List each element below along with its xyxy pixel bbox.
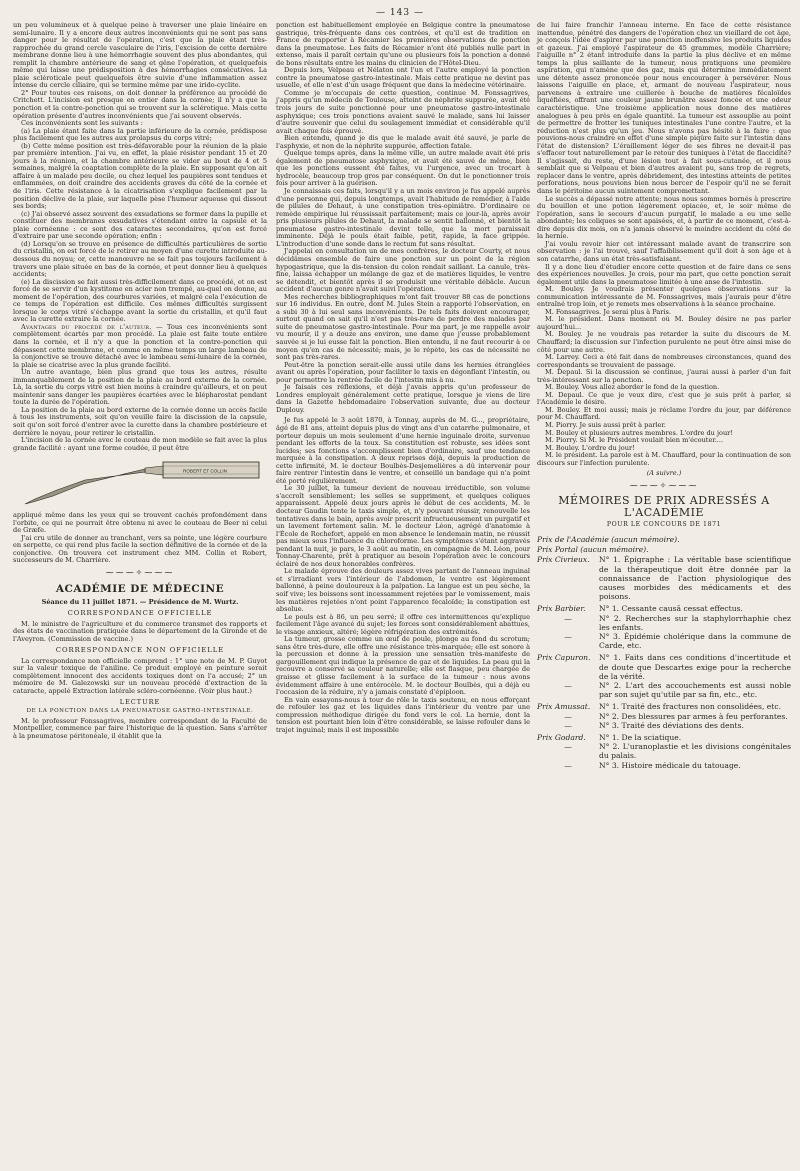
paragraph: Je connaissais ces faits, lorsqu'il y a un mois environ je fus appelé auprès d'une personne qui, depuis longtemps, avait l'habitude de remédier, à l'aide de pilules de Dehaut, à une constipation très-opiniâtre. D'ordinaire ce remède empirique lui réussissait parfaitement; mais ce jour-là, après avoir pris plusieurs pilules de Dehaut, la malade se sentit ballonné, et bientôt la pneumatose gastro-intestinale devint telle, que la mort paraissait imminente. Déjà le pouls était faible, petit, rapide, la face grippée. L'introduction d'une sonde dans le rectum fut sans résultat. bbox=[276, 187, 530, 248]
paragraph: La tumeur, grosse comme un œuf de poule, plonge au fond du scrotum; sans être très-dure, elle offre une résistance très-marquée; elle est sonore à la percussion et donne à la pression une sensation très-manifeste de gargouillement qui indique la présence de gaz et de liquides. La peau qui la recouvre a conservé sa couleur naturelle; elle est flasque, peu chargée de graisse et glisse facilement à la surface de la tumeur : nous avons évidemment affaire à une entérocèle. M. le docteur Boulbès, qui a déjà eu l'occasion de la réduire, n'y a jamais constaté d'épiploon. bbox=[276, 635, 530, 697]
prize-capuron-2: — N° 2. L'art des accouchements est aussi noble par son sujet qu'utile par sa fin, etc., etc. bbox=[564, 680, 791, 700]
dialog-line: M. Bouley. Vous allez aborder le fond de la question. bbox=[545, 383, 720, 392]
prize-entry: N° 1. Traité des fractures non consolidées, etc. bbox=[599, 702, 781, 712]
paragraph: Un autre avantage, bien plus grand que tous les autres, résulte immanquablement de la position de la plaie au bord externe de la cornée. Là, la sortie du corps vitré est bien moins à craindre qu'ailleurs, et on peut maintenir sans danger les paupières écartées avec le blépharostat pendant toute la durée de l'opération. bbox=[13, 368, 267, 407]
paragraph: Peut-être la ponction serait-elle aussi utile dans les hernies étranglées avant ou après l'opération, pour faciliter le taxis en dégonflant l'intestin, ou pour permettre la rentrée facile de l'intestin mis à nu. bbox=[276, 360, 530, 384]
prize-entry: N° 3. Histoire médicale du tatouage. bbox=[599, 760, 741, 770]
prize-entry: N° 1. Faits dans ces conditions d'incertitude et de doute que Descartes exige pour la recherche de la vérité. bbox=[599, 653, 791, 681]
prize-portal: Prix Portal (aucun mémoire). bbox=[537, 545, 649, 555]
knife-illustration bbox=[13, 456, 267, 508]
paragraph: Bien entendu, quand je dis que le malade avait été sauvé, je parle de l'asphyxie, et non de la néphrite suppurée, affection fatale. bbox=[276, 134, 530, 150]
memoirs-subtitle: POUR LE CONCOURS DE 1871 bbox=[606, 521, 722, 529]
prize-entry: N° 1. Épigraphe : La véritable base scientifique de la thérapeutique doit être donnée par la connaissance de l'action physiologique des causes morbides des médicaments et des poisons. bbox=[599, 555, 791, 602]
dialog-line: M. Piorry. Je suis aussi prêt à parler. bbox=[545, 420, 666, 429]
prize-barbier-3: — N° 3. Épidémie cholérique dans la commune de Carde, etc. bbox=[564, 631, 791, 651]
paragraph: Quelque temps après, dans la même ville, un autre malade avait été pris également de pneumatose asphyxique, et avait été sauvé de même, bien que les ponctions eussent été faites, vu l'urgence, avec un trocart à hydrocèle, beaucoup trop gros par conséquent. On dut le ponctionner trois fois pour arriver à la guérison. bbox=[276, 149, 530, 188]
paragraph: 2° Pour toutes ces raisons, on doit donner la préférence au procédé de Critchett. L'incision est presque en entier dans la cornée; il n'y a que la ponction et la contre-ponction qui se trouvent sur la sclérotique. Mais cette opération présente d'autres inconvénients que j'ai souvent observés. bbox=[13, 88, 267, 120]
page-number: — 143 — bbox=[376, 8, 424, 18]
paragraph-text: — Tous ces inconvénients sont complètement écartés par mon procédé. La plaie est faite toute entière dans la cornée, et il n'y a que la ponction et la contre-ponction qui dépassent cette membrane, et comme en même temps un large lambeau de la conjonctive se trouve détaché avec le lambeau semi-lunaire de la cornée, la plaie se cicatrise avec la plus grande facilité. bbox=[13, 322, 267, 369]
paragraph: Je fus appelé le 3 août 1870, à Tonnay, auprès de M. G..., propriétaire, âgé de 81 ans, atteint depuis plus de vingt ans d'un catarrhe pulmonaire, et porteur depuis un mois seulement d'une hernie inguinale droite, survenue pendant les efforts de la toux. Sa constitution est robuste, ses idées sont lucides; ses fonctions s'accomplissent bien d'ordinaire, sauf une tendance marquée à la constipation. A deux reprises déjà, depuis la production de cette infirmité, M. le docteur Boulbès-Desjemelières a dû intervenir pour faire rentrer l'intestin dans le ventre, et conseillé un bandage qui n'a point été porté régulièrement. bbox=[276, 416, 530, 485]
paragraph: un peu volumineux et à quelque peine à traverser une plaie linéaire en semi-lunaire. Il y a encore deux autres inconvénients qui ne sont pas sans danger pour le résultat de l'opération, c'est que la plaie étant très-rapprochée du grand cercle vasculaire de l'iris, l'excision de cette dernière membrane donne lieu à une hémorrhagie souvent des plus abondantes, qui remplit la chambre antérieure de sang et gêne l'opération, et quelquefois même qui laisse une prédisposition à des hémorrhagies consécutives. La plaie scléroticale peut quelquefois être suivie d'une inflammation assez intense du cercle ciliaire, qui se termine même par une irido-cyclite. bbox=[13, 21, 267, 90]
prize-amussat-2: — N° 2. Des blessures par armes à feu perforantes. bbox=[537, 712, 791, 721]
column-right bbox=[537, 22, 791, 770]
prize-barbier-2: — N° 2. Recherches sur la staphylorrhaphie chez les enfants. bbox=[564, 613, 791, 632]
ornament-divider: ⁓⁓⁓✧⁓⁓⁓ bbox=[105, 568, 175, 577]
dialog-line: M. Bouley. Et moi aussi; mais je réclame l'ordre du jour, par déférence pour M. Chauffard. bbox=[537, 405, 791, 422]
prize-entry: N° 1. Cessante causâ cessat effectus. bbox=[599, 604, 743, 614]
paragraph: appliqué même dans les yeux qui se trouvent cachés profondément dans l'orbite, ce qui ne pourrait être obtenu ni avec le couteau de Beer ni celui de Græfe. bbox=[13, 511, 267, 535]
prize-entry: N° 3. Traité des déviations des dents. bbox=[599, 720, 744, 730]
dialog-line: M. Bouley. L'ordre du jour! bbox=[545, 443, 635, 452]
paragraph: La position de la plaie au bord externe de la cornée donne un accès facile à tous les instruments, soit qu'on veuille faire la discission de la capsule, soit qu'on soit forcé d'entrer avec la curette dans la chambre postérieure et derrière le noyau, pour retirer le cristallin. bbox=[13, 405, 267, 437]
prize-academie: Prix de l'Académie (aucun mémoire). bbox=[537, 534, 680, 544]
paragraph: Comme je m'occupais de cette question, continue M. Fonssagrives, j'appris qu'un médecin de Toulouse, atteint de néphrite suppurée, avait été trois jours de suite ponctionné pour une pneumatose gastro-intestinale asphyxique; ces trois ponctions avaient sauvé le malade, sans lui laisser d'autre souvenir que celui du soulagement immédiat et considérable qu'il avait chaque fois éprouvé. bbox=[276, 88, 530, 135]
paragraph: Ces inconvénients sont les suivants : bbox=[21, 119, 143, 128]
paragraph: (d) Lorsqu'on se trouve en présence de difficultés particulières de sortie du cristallin, on est forcé de le retirer au moyen d'une curette introduite au-dessous du noyau; or, cette manœuvre ne se fait pas toujours facilement à travers une plaie située en bas de la cornée, et peut donner lieu à quelques accidents; bbox=[13, 239, 267, 279]
dialog-line: M. Piorry. Si M. le Président voulait bien m'écouter.... bbox=[545, 436, 724, 445]
section-title-academy: ACADÉMIE DE MÉDECINE bbox=[55, 582, 225, 595]
prize-amussat bbox=[537, 702, 791, 711]
knife-maker-label: ROBERT ET COLLIN bbox=[183, 468, 227, 474]
lecture-subtitle: DE LA PONCTION DANS LA PNEUMATOSE GASTRO-INTESTINALE. bbox=[26, 708, 254, 715]
dialog-line: M. Depaul. Si la discussion se continue, j'aurai aussi à parler d'un fait très-intéressant sur la ponction. bbox=[537, 368, 791, 384]
paragraph: de lui faire franchir l'anneau interne. En face de cette résistance inattendue, pénétré des dangers de l'opération chez un vieillard de cet âge, je conçois l'idée d'aspirer par une ponction inoffensive les produits liquides et gazeux. J'ai employé l'aspirateur de 45 grammes, modèle Charrière; l'aiguille n° 2 étant introduite dans la partie la plus déclive et en même temps la plus saillante de la tumeur, nous pratiquons une première aspiration, qui n'amène que des gaz, mais qui détermine immédiatement une détente assez prononcée pour nous encourager à persévérer. Nous laissons l'aiguille en place, et, armant de nouveau l'aspirateur, nous parvenons à extraire une cuillerée à bouche de matières fécaloïdes liquéfiées, offrant une couleur jaune brunâtre assez foncée et une odeur caractéristique. Une troisième application nous donne des matières analogues à peu près en égale quantité. La tumeur est assouplie au point de permettre de frotter les tuniques intestinales l'une contre l'autre, et la réduction n'est plus qu'un jeu. Nous n'avons pas hésité à la faire : que pouvions-nous craindre en effet d'une simple piqûre faite sur l'intestin dans l'état de distension? L'éraillement léger de ses fibres ne devait-il pas s'effacer tout naturellement par le retour des tuniques à l'état de flaccidité? Il s'agissait, du reste, d'une lésion tout à fait sous-cutanée, et il nous semblait que si Velpeau et bien d'autres avaient pu, sans trop de regrets, replacer dans le ventre, après débridement, des intestins atteints de petites perforations, nous pouvions bien nous bercer de l'espoir qu'il ne se ferait dans le péritoine aucun suintement compromettant. bbox=[537, 21, 791, 196]
paragraph: En vain essayons-nous à tour de rôle le taxis soutenu, en nous efforçant de refouler les gaz et les liquides dans l'intérieur du ventre par une compression méthodique dirigée du fond vers le col. La hernie, dont la tension est pourtant bien loin d'être considérable, se laisse refouler dans le trajet inguinal; mais il est impossible bbox=[276, 695, 530, 734]
dialog-line: M. le président. La parole est à M. Chauffard, pour la continuation de son discours sur l'infection purulente. bbox=[537, 451, 791, 467]
prize-amussat-3: — N° 3. Traité des déviations des dents. bbox=[537, 721, 791, 730]
prize-entry: N° 2. Des blessures par armes à feu perforantes. bbox=[599, 711, 788, 721]
paragraph: Le succès a dépassé notre attente; nous nous sommes bornés à prescrire du bouillon et une potion légèrement opiacée, et, le soir même de l'opération, sans le secours d'aucun purgatif, le malade a eu une selle abondante; les coliques se sont apaisées, et, à partir de ce moment, c'est-à-dire depuis dix mois, on n'a jamais observé le moindre accident du côté de la hernie. bbox=[537, 194, 791, 241]
paragraph: (b) Cette même position est très-défavorable pour la réunion de la plaie par première intention. J'ai vu, en effet, la plaie résister pendant 15 et 20 jours à la réunion, et la chambre antérieure se vider au bout de 4 et 5 semaines, malgré la coaptation complète de la plaie. En supposant qu'on ait affaire à un malade peu docile, ou chez lequel les paupières sont tendues et enflammées, on doit craindre des accidents graves du côté de la cornée et de l'iris. Cette résistance à la cicatrisation s'explique facilement par la position déclive de la plaie, sur laquelle pèse l'humeur aqueuse qui dissout ses bords; bbox=[13, 141, 267, 211]
ornament-divider: ⁓⁓⁓✧⁓⁓⁓ bbox=[629, 480, 699, 490]
paragraph: Depuis lors, Velpeau et Nélaton ont l'un et l'autre employé la ponction contre la pneumatose gastro-intestinale. Mais cette pratique ne devint pas usuelle, et elle n'est d'un usage fréquent que dans la médecine vétérinaire. bbox=[276, 66, 530, 90]
dialog-line: M. Bouley. Je ne voudrais pas retarder la suite du discours de M. Chauffard; la discussion sur l'infection purulente ne peut être ainsi mise de côté pour une autre. bbox=[537, 330, 791, 354]
section-title-memoirs: MÉMOIRES DE PRIX ADRESSÉS A L'ACADÉMIE bbox=[558, 494, 770, 520]
column-middle bbox=[276, 22, 530, 734]
prize-godard-2: — N° 2. L'uranoplastie et les divisions congénitales du palais. bbox=[564, 742, 791, 761]
paragraph: (a) La plaie étant faite dans la partie inférieure de la cornée, prédispose plus facilement que les autres aux prolapsus du corps vitré; bbox=[13, 126, 267, 143]
prize-label: Prix Barbier. bbox=[537, 604, 586, 614]
prize-label: Prix Amussat. bbox=[537, 702, 591, 712]
prize-capuron bbox=[537, 653, 791, 681]
paragraph: Le 30 juillet, la tumeur devient de nouveau irréductible, son volume s'accroît sensiblement; les selles se suppriment, et quelques coliques apparaissent. Appelé deux jours après le début de ces accidents, M. le docteur Gaudin tente le taxis simple, et, n'y pouvant réussir, renouvelle les tentatives dans le bain, après avoir prescrit infructueusement un purgatif et un lavement fortement salin. M. le docteur Léon, agrégé d'anatomie à l'École de Rochefort, appelé en mon absence le lendemain matin, ne réussit pas mieux sous l'influence du chloroforme. Les symptômes s'étant aggravés pendant la nuit, je pars, le 3 août au matin, en compagnie de M. Léon, pour Tonnay-Charente, prêt à pratiquer au besoin l'opération avec le concours éclairé de nos deux honorables confrères. bbox=[276, 484, 530, 568]
section-lead: Avantages du procédé de l'auteur. bbox=[21, 322, 152, 331]
heading-lecture: LECTURE bbox=[119, 697, 161, 706]
paragraph: M. le ministre de l'agriculture et du commerce transmet des rapports et des états de vaccination pratiquée dans le département de la Gironde et de l'Aveyron. (Commission de vaccine.) bbox=[13, 619, 267, 643]
heading-official-correspondence: CORRESPONDANCE OFFICIELLE bbox=[67, 609, 213, 618]
paragraph: Je faisais ces réflexions, et déjà j'avais appris qu'un professeur de Londres employait généralement cette pratique, lorsque je viens de lire dans la Gazette hebdomadaire l'observation suivante, due au docteur Duplouy. bbox=[276, 383, 530, 414]
dialog-line: M. Bouley et plusieurs autres membres. L'ordre du jour! bbox=[545, 428, 733, 437]
heading-unofficial-correspondence: CORRESPONDANCE NON OFFICIELLE bbox=[55, 646, 225, 655]
cataract-knife-drawing bbox=[13, 456, 267, 508]
prize-entry: N° 2. L'uranoplastie et les divisions congénitales du palais. bbox=[599, 742, 791, 761]
paragraph: Mes recherches bibliographiques m'ont fait trouver 88 cas de ponctions sur 16 individus. En outre, dont M. Jules Stein a rapporté l'observation, en a subi 30 à lui seul sans inconvénients. De tels faits doivent encourager, surtout quand on sait qu'il n'est pas très-rare de perdre des malades par suite de pneumatose gastro-intestinale. Pour ma part, je me rappelle avoir vu mourir, il y a douze ans environ, une dame que j'eusse probablement sauvée si je lui eusse fait la ponction. Bien entendu, il ne faut recourir à ce moyen qu'en cas de nécessité; mais, je le répète, les cas de nécessité ne sont pas très-rares. bbox=[276, 292, 530, 362]
paragraph: Il y a donc lieu d'étudier encore cette question et de faire dans ce sens des expériences nouvelles. Je crois, pour ma part, que cette ponction serait également utile dans la pneumatose limitée à une anse de l'intestin. bbox=[537, 262, 791, 286]
prize-godard-3: — N° 3. Histoire médicale du tatouage. bbox=[537, 761, 791, 770]
dialog-line: M. Fonssagrives. Je serai plus à Paris. bbox=[545, 307, 671, 316]
paragraph: (c) J'ai observé assez souvent des exsudations se former dans la pupille et constituer des membranes exsudatives s'étendant entre la capsule et la plaie cornéenne : ce sont des cataractes secondaires, qu'on est forcé d'extraire par une seconde opération; enfin : bbox=[13, 209, 267, 241]
prize-entry: N° 1. De la sciatique. bbox=[599, 732, 682, 742]
paragraph: (e) La discission se fait aussi très-difficilement dans ce procédé, et on est forcé de se servir d'un kystitome en acier non trempé, au-quel on donne, au moment de l'opération, des courbures variées, et malgré cela l'exécution de ce temps de l'opération est difficile. Ces mêmes difficultés surgissent lorsque le corps vitré s'échappe avant la sortie du cristallin, et qu'il faut avec la curette extraire la cornée. bbox=[13, 277, 267, 324]
paragraph: J'appelai en consultation un de mes confrères, le docteur Courty, et nous décidâmes ensemble de faire une ponction sur un point de la région hypogastrique, que la dis-tension du colon rendait saillant. La canule, très-fine, laissa échapper un mélange de gaz et de matières liquides, le ventre se détendit, et bientôt après il se produisit une véritable débâcle. Aucun accident d'aucun genre n'avait suivi l'opération. bbox=[276, 247, 530, 294]
paragraph: Le malade éprouve des douleurs assez vives partant de l'anneau inguinal et s'irradiant vers l'intérieur de l'abdomen, le ventre est légèrement ballonné, à peine douloureux à la palpation. La langue est un peu sèche, la soif vive; les boissons sont incessamment rejetées par le vomissement, mais les matières rejetées n'ont point l'apparence fécaloïde; la constipation est absolue. bbox=[276, 567, 530, 614]
dialog-line: M. le président. Dans moment où M. Bouley désire ne pas parler aujourd'hui... bbox=[537, 315, 791, 331]
prize-entry: N° 3. Épidémie cholérique dans la commune de Carde, etc. bbox=[599, 631, 791, 651]
prize-godard bbox=[537, 733, 791, 742]
to-be-continued: (A suivre.) bbox=[646, 469, 682, 478]
prize-entry: N° 2. Recherches sur la staphylorrhaphie chez les enfants. bbox=[599, 613, 791, 632]
dialog-line: M. Bouley. Je voudrais présenter quelques observations sur la communication intéressante de M. Fonssagrives, mais j'aurais peur d'être entraîné trop loin, et je remets mes observations à la séance prochaine. bbox=[537, 285, 791, 309]
paragraph: L'incision de la cornée avec le couteau de mon modèle se fait avec la plus grande facilité : ayant une forme coudée, il peut être bbox=[13, 436, 267, 452]
paragraph: Le pouls est à 86, un peu serré; il offre ces intermittences qu'explique facilement l'âge avancé du sujet; les forces sont considérablement abattues, le visage anxieux, altéré; légère réfrigération des extrémités. bbox=[276, 612, 530, 636]
prize-label: Prix Godard. bbox=[537, 732, 586, 742]
column-left bbox=[13, 22, 267, 740]
paragraph: M. le professeur Fonssagrives, membre correspondant de la Faculté de Montpellier, commence par faire l'historique de la question. Sans s'arrêter à la pneumatose péritonéale, il établit que la bbox=[13, 716, 267, 740]
dialog-line: M. Larrey. Ceci a été fait dans de nombreuses circonstances, quand des correspondants se trouvaient de passage. bbox=[537, 353, 791, 369]
session-line: Séance du 11 juillet 1871. — Présidence de M. Wurtz. bbox=[41, 597, 239, 606]
paragraph: J'ai cru utile de donner au tranchant, vers sa pointe, une légère courbure en serpette, ce qui rend plus facile la section définitive de la cornée et de la conjonctive. On trouvera cet instrument chez MM. Collin et Robert, successeurs de M. Charrière. bbox=[13, 533, 267, 565]
paragraph: La correspondance non officielle comprend : 1° une note de M. P. Guyot sur la valeur toxique de l'aniline. Ce produit employé en peinture serait complètement innocent des accidents toxiques dont on l'a accusé; 2° un mémoire de M. Galezowski sur un nouveau procédé d'extraction de la cataracte, appelé Extraction latérale scléro-cornéenne. (Voir plus haut.) bbox=[13, 656, 267, 696]
dialog-line: M. Depaul. Ce que je veux dire, c'est que je suis prêt à parler, si l'Académie le désire. bbox=[537, 390, 791, 407]
prize-label: Prix Civrieux. bbox=[537, 555, 590, 565]
paragraph bbox=[13, 324, 267, 369]
prize-label: Prix Capuron. bbox=[537, 653, 591, 663]
paragraph: J'ai voulu revoir hier cet intéressant malade avant de transcrire son observation : je l'ai trouvé, sauf l'affaiblissement qu'il doit à son âge et à son catarrhe, dans un état très-satisfaisant. bbox=[537, 239, 791, 263]
paragraph: ponction est habituellement employée en Belgique contre la pneumatose gastrique, très-fréquente dans ces contrées, et qu'il est de tradition en France de rapporter à Récamier les premières observations de ponction dans la pneumatose. Les faits de Récamier n'ont été publiés nulle part in extenso, mais il paraît certain qu'une ou plusieurs fois la ponction a donné de bons résultats entre les mains du clinicien de l'Hôtel-Dieu. bbox=[276, 21, 530, 67]
discussion-block bbox=[537, 286, 791, 467]
prize-barbier bbox=[537, 604, 791, 613]
prize-entry: N° 2. L'art des accouchements est aussi noble par son sujet qu'utile par sa fin, etc., etc. bbox=[599, 680, 791, 700]
prize-civrieux bbox=[537, 555, 791, 601]
